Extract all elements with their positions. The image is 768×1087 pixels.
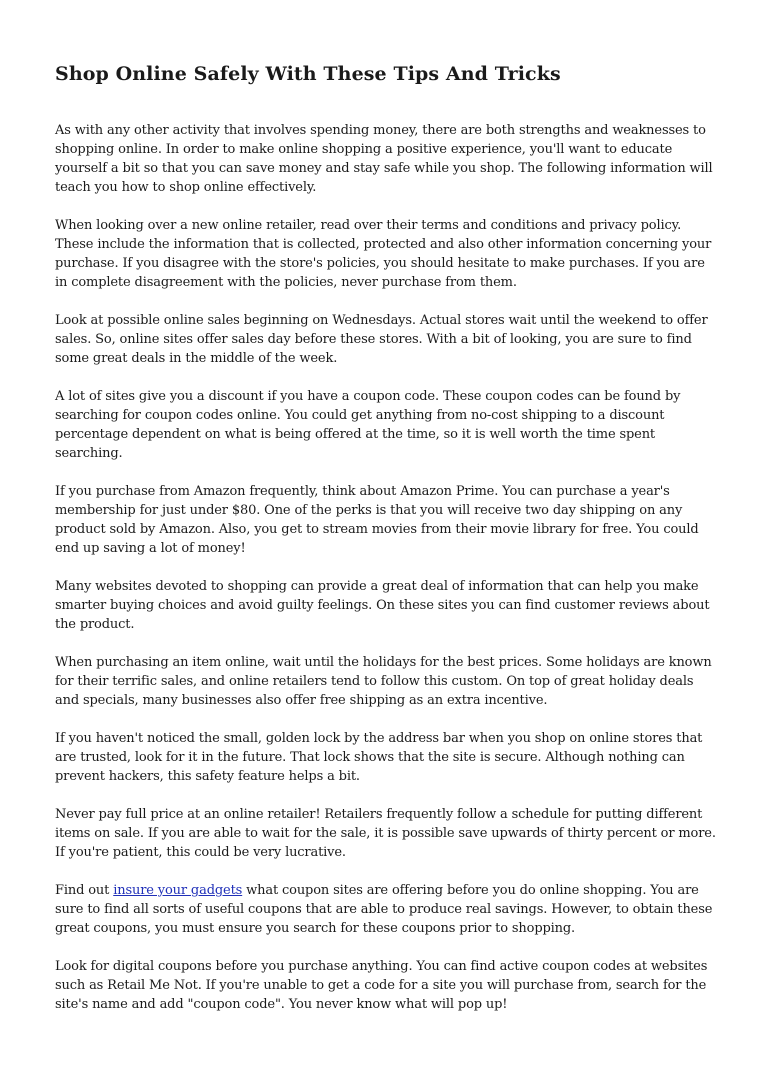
- paragraph-11: Look for digital coupons before you purchase anything. You can find active coupon codes at websites such as Retail Me Not. If you're unable to get a code for a site you will purchase from, search for the site's name and add "coupon code". You never know what will pop up!: [55, 959, 708, 1012]
- paragraph-3: Look at possible online sales beginning on Wednesdays. Actual stores wait until the weekend to offer sales. So, online sites offer sales day before these stores. With a bit of looking, you are sure to find some great deals in the middle of the week.: [55, 313, 708, 366]
- paragraph-7: When purchasing an item online, wait until the holidays for the best prices. Some holidays are known for their terrific sales, and online retailers tend to follow this custom. On top of great holiday deals and specials, many businesses also offer free shipping as an extra incentive.: [55, 655, 712, 708]
- paragraph-5: If you purchase from Amazon frequently, think about Amazon Prime. You can purchase a year's membership for just under $80. One of the perks is that you will receive two day shipping on any product sold by Amazon. Also, you get to stream movies from their movie library for free. You could end up saving a lot of money!: [55, 484, 699, 556]
- paragraph-10-rest: what coupon sites are offering before you do online shopping. You are sure to find all sorts of useful coupons that are able to produce real savings. However, to obtain these great coupons, you must ensure you search for these coupons prior to shopping.: [55, 883, 713, 936]
- document-page: [55, 56, 719, 1033]
- page-title: Shop Online Safely With These Tips And Tricks: [55, 63, 561, 85]
- insure-gadgets-link[interactable]: insure your gadgets: [113, 883, 243, 898]
- paragraph-9: Never pay full price at an online retailer! Retailers frequently follow a schedule for putting different items on sale. If you are able to wait for the sale, it is possible save upwards of thirty percent or more. If you're patient, this could be very lucrative.: [55, 807, 716, 860]
- paragraph-4: A lot of sites give you a discount if you have a coupon code. These coupon codes can be found by searching for coupon codes online. You could get anything from no-cost shipping to a discount percentage dependent on what is being offered at the time, so it is well worth the time spent searching.: [55, 389, 681, 461]
- paragraph-10-lead: Find out: [55, 883, 114, 898]
- paragraph-1: As with any other activity that involves spending money, there are both strengths and weaknesses to shopping online. In order to make online shopping a positive experience, you'll want to educate yourself a bit so that you can save money and stay safe while you shop. The following information will teach you how to shop online effectively.: [55, 123, 713, 195]
- paragraph-6: Many websites devoted to shopping can provide a great deal of information that can help you make smarter buying choices and avoid guilty feelings. On these sites you can find customer reviews about the product.: [55, 579, 710, 632]
- paragraph-2: When looking over a new online retailer, read over their terms and conditions and privacy policy. These include the information that is collected, protected and also other information concerning your purchase. If you disagree with the store's policies, you should hesitate to make purchases. If you are in complete disagreement with the policies, never purchase from them.: [55, 218, 712, 290]
- paragraph-10: [55, 881, 719, 938]
- paragraph-8: If you haven't noticed the small, golden lock by the address bar when you shop on online stores that are trusted, look for it in the future. That lock shows that the site is secure. Although nothing can prevent hackers, this safety feature helps a bit.: [55, 731, 703, 784]
- article-body: [55, 121, 719, 1014]
